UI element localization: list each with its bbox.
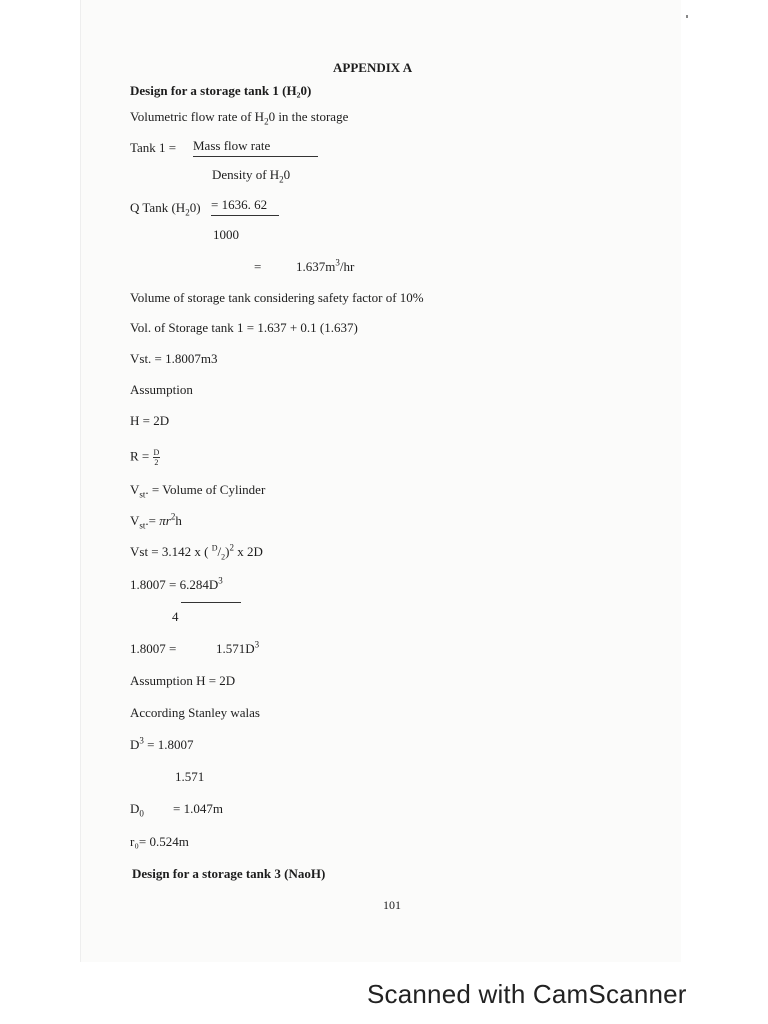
d-cubed-denominator: 1.571 <box>175 769 205 784</box>
vst-calc-line: Vst = 3.142 x ( $^D/_2)^2$ x 2D <box>130 542 263 562</box>
fraction-numerator: Mass flow rate <box>193 138 271 153</box>
volume-calc-line: Vol. of Storage tank 1 = 1.637 + 0.1 (1.637) <box>130 320 358 335</box>
camscanner-watermark: Scanned with CamScanner <box>367 979 687 1009</box>
h-equation: H = 2D <box>130 413 170 428</box>
r-equation: R = $\frac{D}{2}$ <box>130 448 160 467</box>
fraction-denominator: Density of $H_20$ <box>212 167 291 185</box>
scan-speck <box>686 15 688 18</box>
volumetric-flow-line: Volumetric flow rate of $H_20$ in the storage <box>130 109 349 127</box>
q-tank-label: Q Tank $(H_20)$ <box>130 200 201 218</box>
heading-storage-tank-3: Design for a storage tank 3 (NaoH) <box>132 866 326 881</box>
tank1-label: Tank 1 = <box>130 140 177 155</box>
d-cubed-line: $D^3 = 1.8007$ <box>130 735 194 752</box>
d0-value: = 1.047m <box>173 801 223 816</box>
volume-safety-line: Volume of storage tank considering safety factor of 10% <box>130 290 424 305</box>
d0-label: $D_0$ <box>130 801 144 819</box>
according-line: According Stanley walas <box>130 705 260 720</box>
equals-sign: = <box>254 259 262 274</box>
assumption-h-line: Assumption H = 2D <box>130 673 236 688</box>
assumption-label: Assumption <box>130 382 193 397</box>
page-number: 101 <box>383 898 401 912</box>
q-result: $1.637m^3/hr$ <box>296 257 355 274</box>
equation-1-denominator: 4 <box>172 609 179 624</box>
q-fraction-bar <box>211 215 279 216</box>
equation-2-value: $1.571D^3$ <box>216 639 260 656</box>
equation-2-label: 1.8007 = <box>130 641 177 656</box>
r-fraction: $\frac{D}{2}$ <box>153 448 160 467</box>
q-tank-numerator: = 1636. 62 <box>211 197 268 212</box>
vst-result: Vst. = 1.8007m3 <box>130 351 218 366</box>
r0-line: r₀= 0.524m <box>130 834 189 849</box>
appendix-title: APPENDIX A <box>333 60 413 75</box>
fraction-bar <box>193 156 318 157</box>
q-tank-denominator: 1000 <box>213 227 239 242</box>
vst-formula-line: $V_{st}.= \pi r^2h$ <box>130 511 182 531</box>
equation-1-numerator: $1.8007 = 6.284D^3$ <box>130 575 223 592</box>
equation-1-bar <box>181 602 241 603</box>
heading-storage-tank-1: Design for a storage tank 1 (H₂0) <box>130 83 312 98</box>
vst-cylinder-line: $V_{st}$. = Volume of Cylinder <box>130 482 266 500</box>
